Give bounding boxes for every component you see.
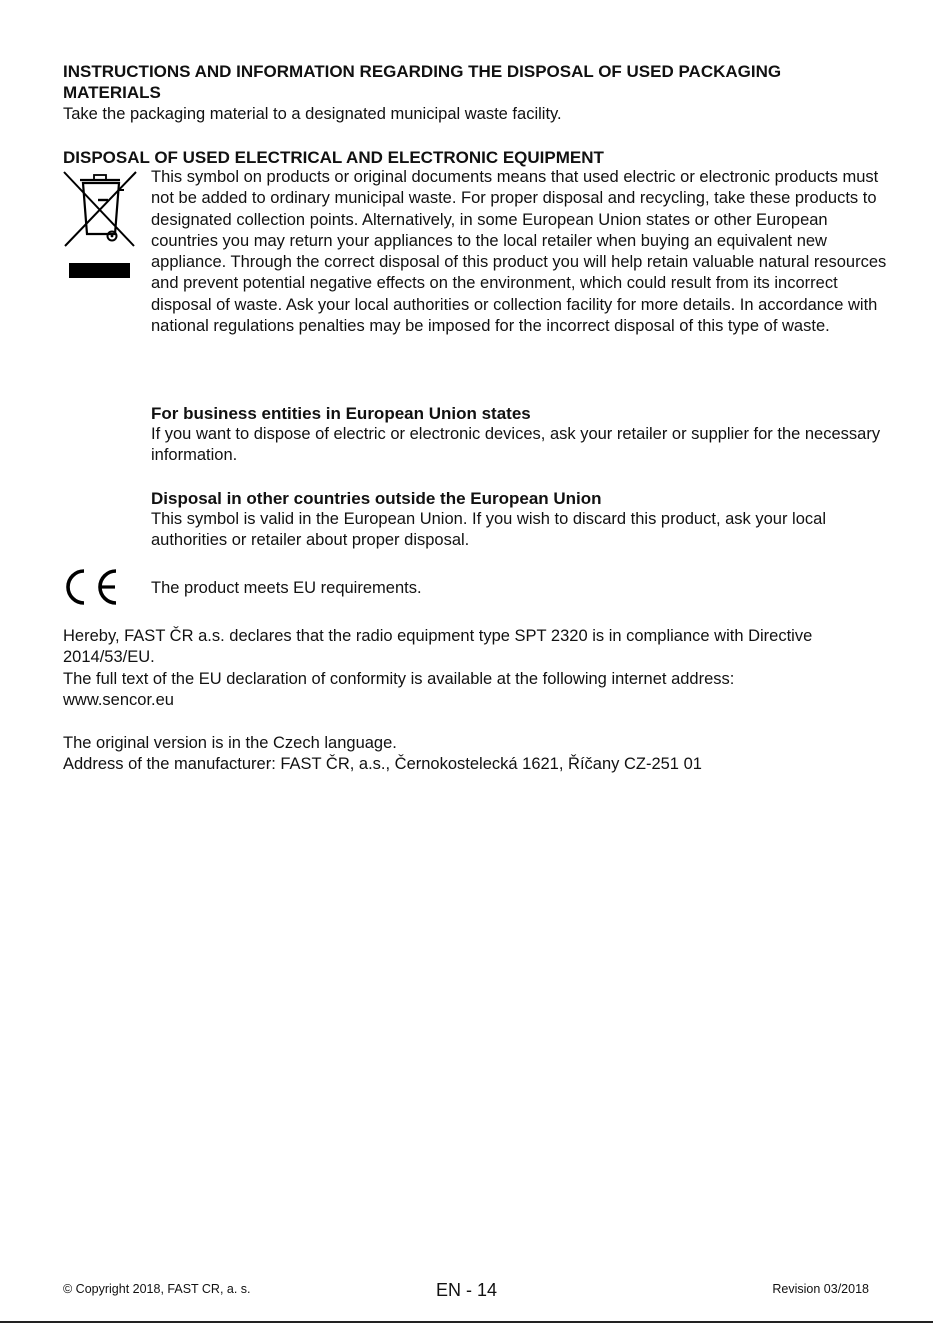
ce-text: The product meets EU requirements. — [151, 579, 422, 597]
footer-revision: Revision 03/2018 — [772, 1282, 869, 1296]
outside-eu-heading: Disposal in other countries outside the European Union — [151, 489, 602, 508]
weee-heading: DISPOSAL OF USED ELECTRICAL AND ELECTRONIC EQUIPMENT — [63, 148, 604, 167]
crossed-out-wheelie-bin-icon — [60, 168, 140, 288]
business-text: If you want to dispose of electric or electronic devices, ask your retailer or supplier for the necessary information. — [151, 425, 881, 465]
page-bottom-rule — [0, 1321, 933, 1323]
declaration-line2: The full text of the EU declaration of conformity is available at the following internet address: www.sencor.eu — [63, 670, 735, 710]
original-language-note: The original version is in the Czech language. — [63, 734, 397, 752]
footer-copyright: © Copyright 2018, FAST CR, a. s. — [63, 1282, 251, 1296]
outside-eu-text: This symbol is valid in the European Union. If you wish to discard this product, ask your local authorities or retailer about proper disposal. — [151, 510, 826, 550]
manufacturer-address: Address of the manufacturer: FAST ČR, a.s., Černokostelecká 1621, Říčany CZ-251 01 — [63, 755, 702, 773]
ce-mark-icon — [62, 566, 122, 608]
packaging-heading: INSTRUCTIONS AND INFORMATION REGARDING THE DISPOSAL OF USED PACKAGING MATERIALS — [63, 62, 782, 102]
packaging-text: Take the packaging material to a designated municipal waste facility. — [63, 105, 562, 123]
page-number: EN - 14 — [435, 1280, 498, 1300]
declaration-line1: Hereby, FAST ČR a.s. declares that the radio equipment type SPT 2320 is in compliance with Directive 2014/53/EU. — [63, 627, 813, 667]
business-heading: For business entities in European Union states — [151, 404, 531, 423]
weee-text: This symbol on products or original documents means that used electric or electronic products must not be added to ordinary municipal waste. For proper disposal and recycling, take these products to designated collection points. Alternatively, in some European Union states or other European countries you may return your appliances to the local retailer when buying an equivalent new appliance. Through the correct disposal of this product you will help retain valuable natural resources and prevent potential negative effects on the environment, which could result from its incorrect disposal of waste. Ask your local authorities or collection facility for more details. In accordance with national regulations penalties may be imposed for the incorrect disposal of this type of waste. — [151, 168, 887, 336]
